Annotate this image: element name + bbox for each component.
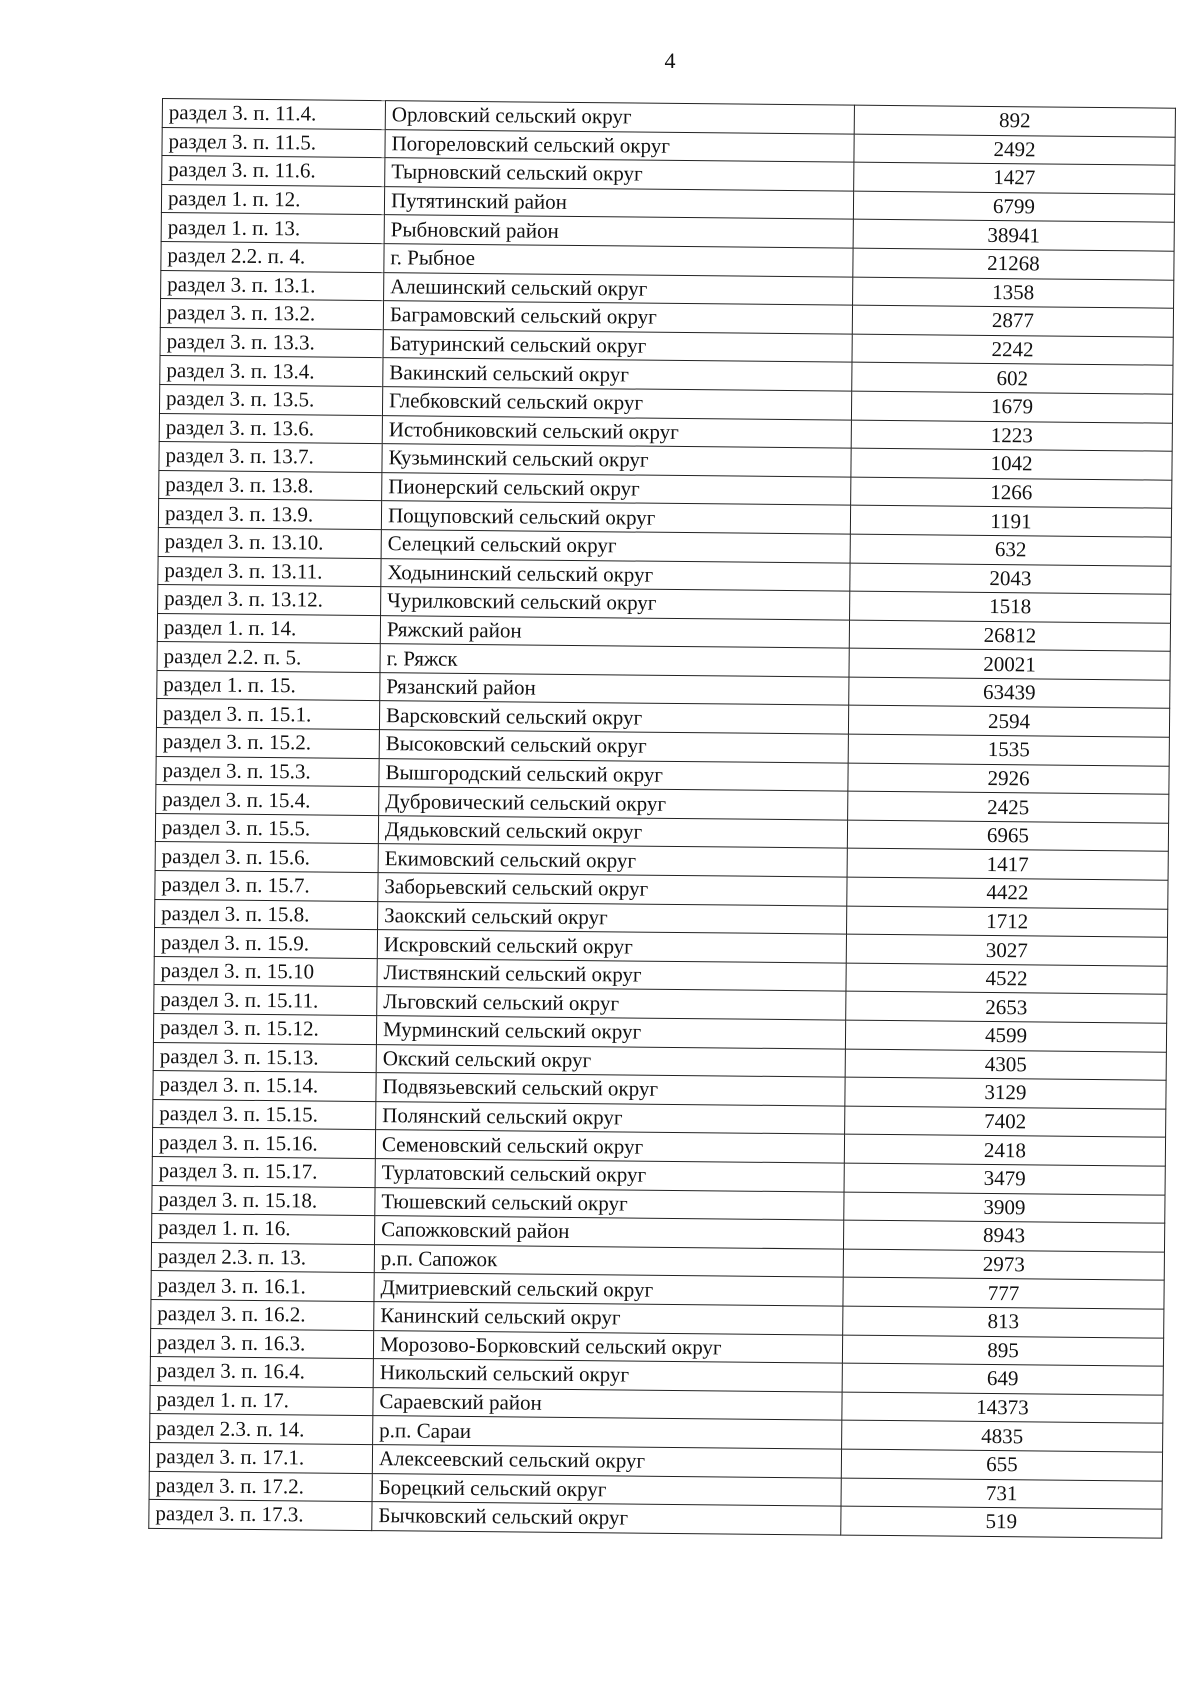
territory-name-cell: Полянский сельский округ	[376, 1101, 845, 1134]
territory-name-cell: Бычковский сельский округ	[372, 1502, 841, 1535]
population-value-cell: 1223	[851, 420, 1172, 452]
section-reference-cell: раздел 3. п. 15.8.	[155, 899, 378, 930]
section-reference-cell: раздел 3. п. 15.10	[154, 956, 377, 987]
population-value-cell: 4522	[846, 963, 1167, 995]
section-reference-cell: раздел 3. п. 13.5.	[159, 384, 382, 415]
section-reference-cell: раздел 2.3. п. 13.	[151, 1242, 374, 1273]
territory-name-cell: Никольский сельский округ	[373, 1359, 842, 1392]
population-value-cell: 1679	[851, 391, 1172, 423]
population-value-cell: 632	[850, 534, 1171, 566]
territory-name-cell: Мурминский сельский округ	[376, 1016, 845, 1049]
section-reference-cell: раздел 3. п. 13.3.	[160, 327, 383, 358]
section-reference-cell: раздел 2.2. п. 5.	[157, 642, 380, 673]
territory-name-cell: Листвянский сельский округ	[377, 958, 846, 991]
population-value-cell: 1518	[850, 591, 1171, 623]
territory-name-cell: Путятинский район	[384, 186, 853, 219]
section-reference-cell: раздел 3. п. 13.11.	[158, 556, 381, 587]
population-value-cell: 649	[842, 1363, 1163, 1395]
population-value-cell: 3027	[846, 934, 1167, 966]
section-reference-cell: раздел 1. п. 16.	[152, 1214, 375, 1245]
section-reference-cell: раздел 3. п. 13.6.	[159, 413, 382, 444]
population-value-cell: 602	[852, 362, 1173, 394]
population-value-cell: 2492	[854, 134, 1175, 166]
section-reference-cell: раздел 1. п. 13.	[161, 213, 384, 244]
territory-name-cell: Ряжский район	[380, 615, 849, 648]
territory-name-cell: р.п. Сараи	[373, 1416, 842, 1449]
population-value-cell: 3129	[845, 1077, 1166, 1109]
territory-name-cell: Екимовский сельский округ	[378, 844, 847, 877]
territory-name-cell: Пионерский сельский округ	[382, 472, 851, 505]
territory-name-cell: Чурилковский сельский округ	[381, 587, 850, 620]
population-value-cell: 892	[854, 105, 1175, 137]
section-reference-cell: раздел 3. п. 15.6.	[155, 842, 378, 873]
territory-name-cell: Семеновский сельский округ	[375, 1130, 844, 1163]
section-reference-cell: раздел 3. п. 16.1.	[151, 1271, 374, 1302]
section-reference-cell: раздел 3. п. 16.4.	[150, 1357, 373, 1388]
population-value-cell: 2973	[843, 1249, 1164, 1281]
territory-name-cell: Варсковский сельский округ	[379, 701, 848, 734]
territory-name-cell: г. Рыбное	[384, 244, 853, 277]
section-reference-cell: раздел 3. п. 13.7.	[159, 442, 382, 473]
document-table-container	[148, 98, 1176, 1538]
territory-name-cell: Алексеевский сельский округ	[372, 1444, 841, 1477]
territory-name-cell: Заокский сельский округ	[378, 901, 847, 934]
territory-name-cell: Погореловский сельский округ	[385, 129, 854, 162]
population-value-cell: 8943	[843, 1220, 1164, 1252]
section-reference-cell: раздел 3. п. 15.16.	[152, 1128, 375, 1159]
population-value-cell: 895	[842, 1335, 1163, 1367]
population-value-cell: 63439	[849, 677, 1170, 709]
section-reference-cell: раздел 3. п. 13.12.	[158, 585, 381, 616]
territory-name-cell: Морозово-Борковский сельский округ	[373, 1330, 842, 1363]
section-reference-cell: раздел 3. п. 15.2.	[156, 728, 379, 759]
population-value-cell: 655	[841, 1449, 1162, 1481]
territory-name-cell: Сараевский район	[373, 1387, 842, 1420]
population-value-cell: 1535	[848, 734, 1169, 766]
territory-name-cell: Вышгородский сельский округ	[379, 758, 848, 791]
territory-name-cell: Батуринский сельский округ	[383, 329, 852, 362]
population-value-cell: 3909	[844, 1192, 1165, 1224]
section-reference-cell: раздел 3. п. 13.10.	[158, 527, 381, 558]
population-value-cell: 14373	[842, 1392, 1163, 1424]
population-value-cell: 1712	[847, 906, 1168, 938]
section-reference-cell: раздел 3. п. 15.4.	[156, 785, 379, 816]
population-value-cell: 26812	[849, 620, 1170, 652]
territory-name-cell: Заборьевский сельский округ	[378, 873, 847, 906]
population-value-cell: 2242	[852, 334, 1173, 366]
territory-name-cell: Турлатовский сельский округ	[375, 1159, 844, 1192]
population-value-cell: 6799	[853, 191, 1174, 223]
population-value-cell: 7402	[845, 1106, 1166, 1138]
population-value-cell: 2877	[852, 305, 1173, 337]
section-reference-cell: раздел 3. п. 15.13.	[153, 1042, 376, 1073]
population-value-cell: 777	[843, 1277, 1164, 1309]
population-value-cell: 21268	[853, 248, 1174, 280]
territory-name-cell: Кузьминский сельский округ	[382, 444, 851, 477]
population-value-cell: 38941	[853, 220, 1174, 252]
population-value-cell: 1417	[847, 849, 1168, 881]
section-reference-cell: раздел 3. п. 15.3.	[156, 756, 379, 787]
section-reference-cell: раздел 3. п. 11.5.	[162, 127, 385, 158]
population-value-cell: 1042	[851, 448, 1172, 480]
population-value-cell: 2043	[850, 563, 1171, 595]
section-reference-cell: раздел 3. п. 15.18.	[152, 1185, 375, 1216]
population-value-cell: 1427	[854, 162, 1175, 194]
population-value-cell: 4835	[842, 1420, 1163, 1452]
page-number: 4	[664, 48, 676, 73]
territory-name-cell: Орловский сельский округ	[385, 101, 854, 134]
territory-name-cell: Тюшевский сельский округ	[375, 1187, 844, 1220]
population-value-cell: 1358	[853, 277, 1174, 309]
population-value-cell: 2418	[844, 1134, 1165, 1166]
population-value-cell: 4305	[845, 1049, 1166, 1081]
population-value-cell: 20021	[849, 648, 1170, 680]
section-reference-cell: раздел 3. п. 11.4.	[162, 99, 385, 130]
section-reference-cell: раздел 2.3. п. 14.	[150, 1414, 373, 1445]
population-value-cell: 4422	[847, 877, 1168, 909]
territory-name-cell: Дядьковский сельский округ	[378, 815, 847, 848]
territory-name-cell: Селецкий сельский округ	[381, 530, 850, 563]
territory-name-cell: Подвязьевский сельский округ	[376, 1073, 845, 1106]
section-reference-cell: раздел 2.2. п. 4.	[161, 241, 384, 272]
territory-name-cell: Льговский сельский округ	[377, 987, 846, 1020]
document-table	[148, 98, 1176, 1538]
territory-name-cell: Тырновский сельский округ	[385, 158, 854, 191]
section-reference-cell: раздел 1. п. 12.	[161, 184, 384, 215]
territory-name-cell: Рыбновский район	[384, 215, 853, 248]
section-reference-cell: раздел 3. п. 15.9.	[154, 928, 377, 959]
section-reference-cell: раздел 3. п. 15.14.	[153, 1071, 376, 1102]
population-value-cell: 731	[841, 1478, 1162, 1510]
territory-name-cell: Вакинский сельский округ	[383, 358, 852, 391]
population-value-cell: 813	[843, 1306, 1164, 1338]
section-reference-cell: раздел 3. п. 15.17.	[152, 1156, 375, 1187]
section-reference-cell: раздел 3. п. 17.3.	[149, 1500, 372, 1531]
territory-name-cell: Сапожковский район	[375, 1216, 844, 1249]
section-reference-cell: раздел 3. п. 13.4.	[160, 356, 383, 387]
section-reference-cell: раздел 3. п. 17.1.	[149, 1442, 372, 1473]
table-body	[149, 99, 1176, 1538]
territory-name-cell: Борецкий сельский округ	[372, 1473, 841, 1506]
section-reference-cell: раздел 3. п. 13.1.	[161, 270, 384, 301]
section-reference-cell: раздел 3. п. 15.1.	[156, 699, 379, 730]
territory-name-cell: Высоковский сельский округ	[379, 730, 848, 763]
population-value-cell: 519	[841, 1506, 1162, 1538]
section-reference-cell: раздел 1. п. 17.	[150, 1385, 373, 1416]
territory-name-cell: Глебковский сельский округ	[382, 387, 851, 420]
section-reference-cell: раздел 3. п. 15.12.	[153, 1013, 376, 1044]
section-reference-cell: раздел 3. п. 13.2.	[160, 299, 383, 330]
population-value-cell: 4599	[845, 1020, 1166, 1052]
section-reference-cell: раздел 1. п. 15.	[157, 670, 380, 701]
territory-name-cell: Рязанский район	[380, 672, 849, 705]
territory-name-cell: Дубровичеcкий сельский округ	[379, 787, 848, 820]
section-reference-cell: раздел 3. п. 13.8.	[159, 470, 382, 501]
section-reference-cell: раздел 3. п. 16.3.	[150, 1328, 373, 1359]
section-reference-cell: раздел 3. п. 13.9.	[158, 499, 381, 530]
territory-name-cell: Баграмовский сельский округ	[383, 301, 852, 334]
section-reference-cell: раздел 3. п. 11.6.	[162, 156, 385, 187]
territory-name-cell: Пощуповский сельский округ	[381, 501, 850, 534]
section-reference-cell: раздел 3. п. 17.2.	[149, 1471, 372, 1502]
territory-name-cell: Канинский сельский округ	[374, 1302, 843, 1335]
territory-name-cell: Алешинский сельский округ	[384, 272, 853, 305]
population-value-cell: 1266	[851, 477, 1172, 509]
section-reference-cell: раздел 3. п. 15.5.	[155, 813, 378, 844]
section-reference-cell: раздел 3. п. 15.7.	[155, 871, 378, 902]
section-reference-cell: раздел 3. п. 16.2.	[151, 1299, 374, 1330]
territory-name-cell: Окский сельский округ	[376, 1044, 845, 1077]
population-value-cell: 3479	[844, 1163, 1165, 1195]
section-reference-cell: раздел 3. п. 15.15.	[153, 1099, 376, 1130]
section-reference-cell: раздел 3. п. 15.11.	[154, 985, 377, 1016]
population-value-cell: 2926	[848, 763, 1169, 795]
population-value-cell: 2425	[848, 791, 1169, 823]
territory-name-cell: Дмитриевский сельский округ	[374, 1273, 843, 1306]
territory-name-cell: г. Ряжск	[380, 644, 849, 677]
territory-name-cell: Искровский сельский округ	[377, 930, 846, 963]
territory-name-cell: Истобниковский сельский округ	[382, 415, 851, 448]
population-value-cell: 1191	[850, 505, 1171, 537]
population-value-cell: 2653	[846, 992, 1167, 1024]
population-value-cell: 6965	[847, 820, 1168, 852]
section-reference-cell: раздел 1. п. 14.	[157, 613, 380, 644]
population-value-cell: 2594	[848, 706, 1169, 738]
territory-name-cell: р.п. Сапожок	[374, 1244, 843, 1277]
territory-name-cell: Ходынинский сельский округ	[381, 558, 850, 591]
